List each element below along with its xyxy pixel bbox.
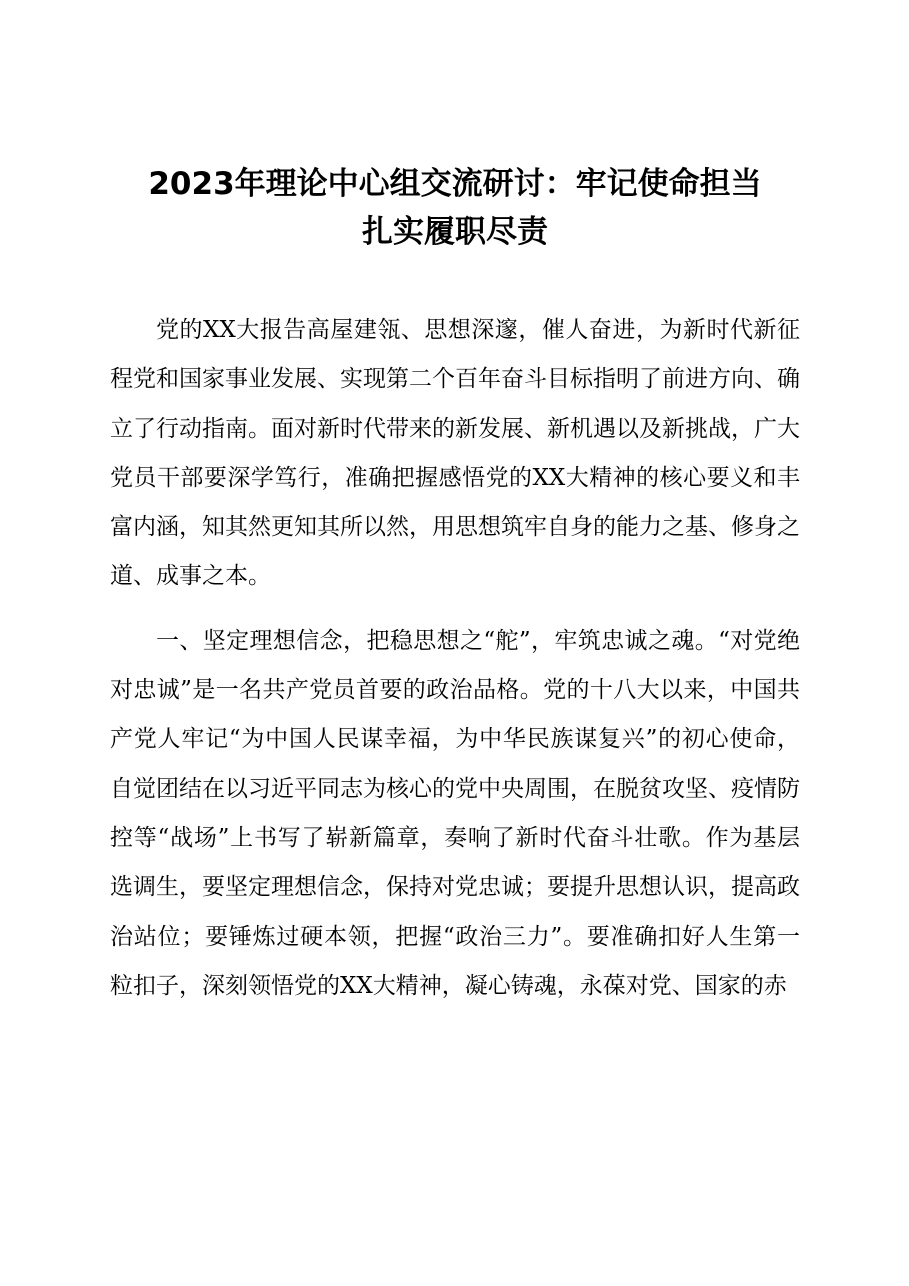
title-line-2: 扎实履职尽责 <box>362 214 548 250</box>
document-title <box>110 160 800 256</box>
title-line-1: 2023年理论中心组交流研讨：牢记使命担当 <box>148 166 762 202</box>
paragraph-section-1: 一、坚定理想信念，把稳思想之“舵”，牢筑忠诚之魂。“对党绝对忠诚”是一名共产党员首要的政治品格。党的十八大以来，中国共产党人牢记“为中国人民谋幸福，为中华民族谋复兴”的初心使命，自觉团结在以习近平同志为核心的党中央周围，在脱贫攻坚、疫情防控等“战场”上书写了崭新篇章，奏响了新时代奋斗壮歌。作为基层选调生，要坚定理想信念，保持对党忠诚；要提升思想认识，提高政治站位；要锤炼过硬本领，把握“政治三力”。要准确扣好人生第一粒扣子，深刻领悟党的XX大精神，凝心铸魂，永葆对党、国家的赤 <box>110 627 800 999</box>
document-body <box>110 306 800 1026</box>
paragraph-intro: 党的XX大报告高屋建瓴、思想深邃，催人奋进，为新时代新征程党和国家事业发展、实现第二个百年奋斗目标指明了前进方向、确立了行动指南。面对新时代带来的新发展、新机遇以及新挑战，广大党员干部要深学笃行，准确把握感悟党的XX大精神的核心要义和丰富内涵，知其然更知其所以然，用思想筑牢自身的能力之基、修身之道、成事之本。 <box>110 317 800 590</box>
